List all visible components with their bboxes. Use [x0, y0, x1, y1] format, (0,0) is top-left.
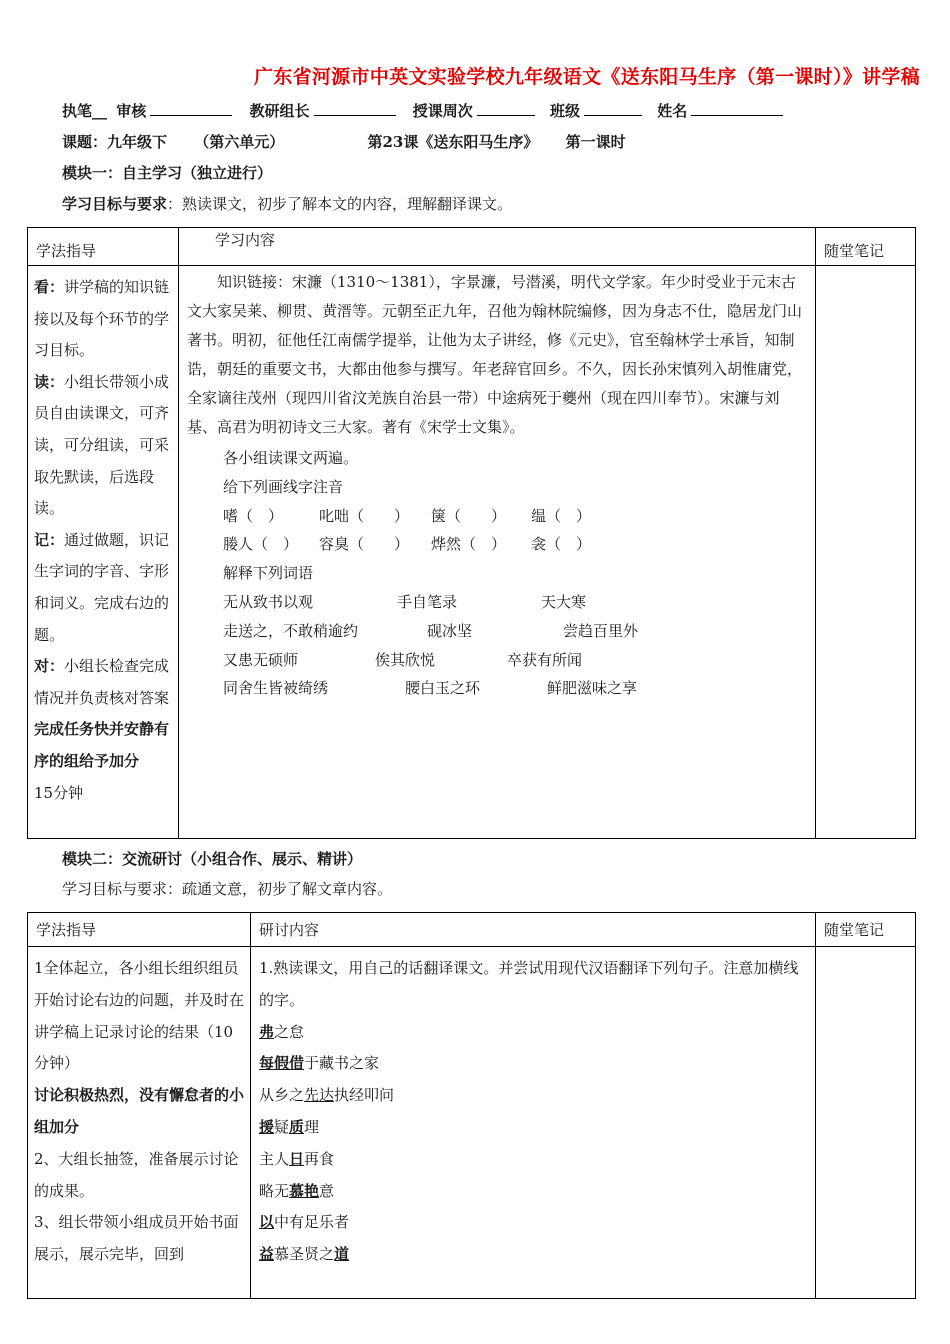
notes-cell — [816, 947, 916, 1299]
module1-goal — [62, 193, 512, 214]
notes-cell — [816, 266, 916, 839]
header-content: 研讨内容 — [259, 921, 320, 939]
header-notes: 随堂笔记 — [824, 921, 885, 939]
week-blank — [477, 99, 535, 116]
class-blank — [584, 99, 642, 116]
leader-blank — [314, 99, 396, 116]
knowledge-link: 知识链接：宋濂（1310～1381），字景濂，号潜溪，明代文学家。年少时受业于元末古文大家吴莱、柳贯、黄溍等。元朝至正九年，召他为翰林院编修，因为身志不仕，隐居龙门山著书。明初，征他任江南儒学提举，让他为太子讲经，修《元史》，官至翰林学士承旨，知制诰，朝廷的重要文书，大都由他参与撰写。年老辞官回乡。不久，因长孙宋慎列入胡惟庸党，全家谪往茂州（现四川省汶羌族自治县一带）中途病死于夔州（现在四川奉节）。宋濂与刘基、高君为明初诗文三大家。著有《宋学士文集》。 — [187, 273, 803, 436]
header-content: 学习内容 — [215, 231, 276, 249]
writer-label: 执笔__ — [62, 102, 108, 120]
topic-line — [62, 131, 626, 152]
words-row: 无从致书以观 手自笔录 天大寒 — [223, 592, 587, 611]
header-method: 学法指导 — [36, 242, 97, 260]
method-step-3: 3、组长带领小组成员开始书面展示，展示完毕，回到 — [34, 1213, 239, 1264]
content-cell — [179, 266, 816, 839]
sentence: 每假借于藏书之家 — [259, 1054, 380, 1073]
reviewer-label: 审核 — [116, 102, 147, 120]
words-row: 同舍生皆被绮绣 腰白玉之环 鲜肥滋味之享 — [223, 679, 638, 698]
pinyin-row: 媵人（ ） 容臭（ ） 烨然（ ） 衾（ ） — [223, 535, 592, 554]
leader-label: 教研组长 — [249, 102, 310, 120]
header-notes: 随堂笔记 — [824, 242, 885, 260]
question-1: 1.熟读课文，用自己的话翻译课文。并尝试用现代汉语翻译下列句子。注意加横线的字。 — [259, 959, 799, 1009]
class-label: 班级 — [550, 102, 581, 120]
method-cell — [28, 947, 251, 1299]
sentence: 略无慕艳意 — [259, 1181, 335, 1200]
module2-heading: 模块二：交流研讨（小组合作、展示、精讲） — [62, 850, 363, 868]
task-explain: 解释下列词语 — [223, 564, 314, 583]
header-method: 学法指导 — [36, 921, 97, 939]
words-row: 又患无硕师 俟其欣悦 卒获有所闻 — [223, 650, 583, 669]
method-read: 读：小组长带领小成员自由读课文，可齐读，可分组读，可采取先默读，后选段读。 — [34, 372, 170, 518]
sentence: 弗之怠 — [259, 1022, 305, 1041]
module1-goal-label: 学习目标与要求 — [62, 195, 168, 213]
module2-table — [27, 912, 916, 1299]
page-title: 广东省河源市中英文实验学校九年级语文《送东阳马生序（第一课时）》讲学稿 — [253, 66, 920, 88]
info-line — [62, 99, 787, 121]
name-blank — [691, 99, 783, 116]
task-read: 各小组读课文两遍。 — [223, 449, 359, 467]
sentence: 援疑质理 — [259, 1117, 320, 1136]
topic-label: 课题：九年级下 — [62, 133, 168, 151]
task-pinyin: 给下列画线字注音 — [223, 477, 344, 496]
module2-goal: 学习目标与要求：疏通文意，初步了解文章内容。 — [62, 880, 393, 898]
topic-unit: （第六单元） — [194, 133, 285, 151]
topic-lesson: 第23课《送东阳马生序》 — [367, 133, 539, 151]
method-check: 对：小组长检查完成情况并负责核对答案 — [34, 657, 170, 707]
week-label: 授课周次 — [412, 102, 473, 120]
method-bonus: 讨论积极热烈，没有懈怠者的小组加分 — [34, 1086, 245, 1136]
sentence: 从乡之先达执经叩问 — [259, 1086, 395, 1105]
name-label: 姓名 — [657, 102, 688, 120]
module1-table — [27, 227, 916, 839]
method-bonus: 完成任务快并安静有序的组给予加分 — [34, 720, 170, 770]
words-row: 走送之，不敢稍逾约 砚冰坚 尝趋百里外 — [223, 621, 639, 640]
sentence: 益慕圣贤之道 — [259, 1245, 350, 1264]
method-record: 记：通过做题，识记生字词的字音、字形和词义。完成右边的题。 — [34, 530, 170, 644]
topic-period: 第一课时 — [565, 133, 626, 151]
sentence: 主人日再食 — [259, 1149, 335, 1168]
reviewer-blank — [150, 99, 232, 116]
module1-heading: 模块一：自主学习（独立进行） — [62, 164, 273, 182]
method-see: 看：讲学稿的知识链接以及每个环节的学习目标。 — [34, 278, 170, 360]
method-cell — [28, 266, 179, 839]
module1-goal-text: ：熟读课文，初步了解本文的内容，理解翻译课文。 — [167, 195, 513, 213]
method-step-2: 2、大组长抽签，准备展示讨论的成果。 — [34, 1149, 239, 1200]
pinyin-row: 嗜（ ） 叱咄（ ） 箧（ ） 缊（ ） — [223, 506, 592, 525]
method-step-1: 1全体起立，各小组长组织组员开始讨论右边的问题，并及时在讲学稿上记录讨论的结果（10分钟） — [34, 959, 245, 1073]
method-time: 15分钟 — [34, 783, 84, 802]
sentence: 以中有足乐者 — [259, 1213, 350, 1232]
content-cell — [251, 947, 816, 1299]
